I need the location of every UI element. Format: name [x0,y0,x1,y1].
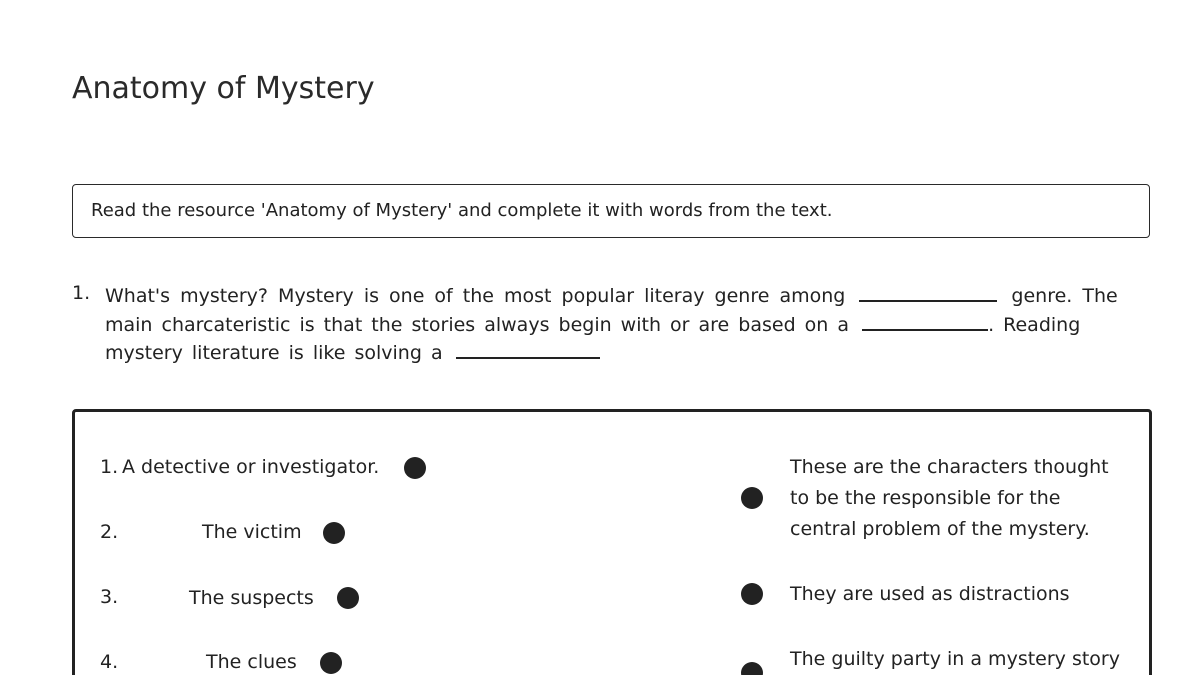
question-line-2 [105,311,1080,339]
match-left-number: 4. [100,651,119,673]
matching-exercise [72,409,1152,675]
match-left-dot[interactable] [337,587,359,609]
match-left-item: A detective or investigator. [122,456,380,478]
match-left-item: The victim [202,521,302,543]
match-left-number: 1. [100,456,119,478]
question-text-3a: mystery literature is like solving a [105,342,443,364]
match-right-item: They are used as distractions [790,583,1070,605]
question-text-2a: main charcateristic is that the stories always begin with or are based on a [105,314,850,336]
instruction-text: Read the resource 'Anatomy of Mystery' and complete it with words from the text. [91,200,833,221]
answer-blank-2[interactable] [862,311,988,331]
match-right-item: These are the characters thought to be the responsible for the central problem of the mystery. [790,456,1109,540]
page-title: Anatomy of Mystery [72,71,375,106]
match-right-dot[interactable] [741,662,763,675]
question-text-1b: genre. The [1011,285,1118,307]
match-left-number: 2. [100,521,119,543]
match-left-dot[interactable] [404,457,426,479]
match-left-item: The clues [206,651,297,673]
match-left-dot[interactable] [320,652,342,674]
question-text-2b: . Reading [988,314,1081,336]
question-number: 1. [72,282,91,304]
match-left-dot[interactable] [323,522,345,544]
answer-blank-3[interactable] [456,339,600,359]
question-line-1 [105,282,1118,310]
match-left-item: The suspects [189,587,314,609]
match-right-dot[interactable] [741,583,763,605]
question-line-3 [105,339,600,367]
match-left-number: 3. [100,586,119,608]
question-text-1a: What's mystery? Mystery is one of the most popular literay genre among [105,285,846,307]
match-right-dot[interactable] [741,487,763,509]
match-right-item: The guilty party in a mystery story [790,648,1120,670]
answer-blank-1[interactable] [859,282,997,302]
instruction-box [72,184,1150,238]
